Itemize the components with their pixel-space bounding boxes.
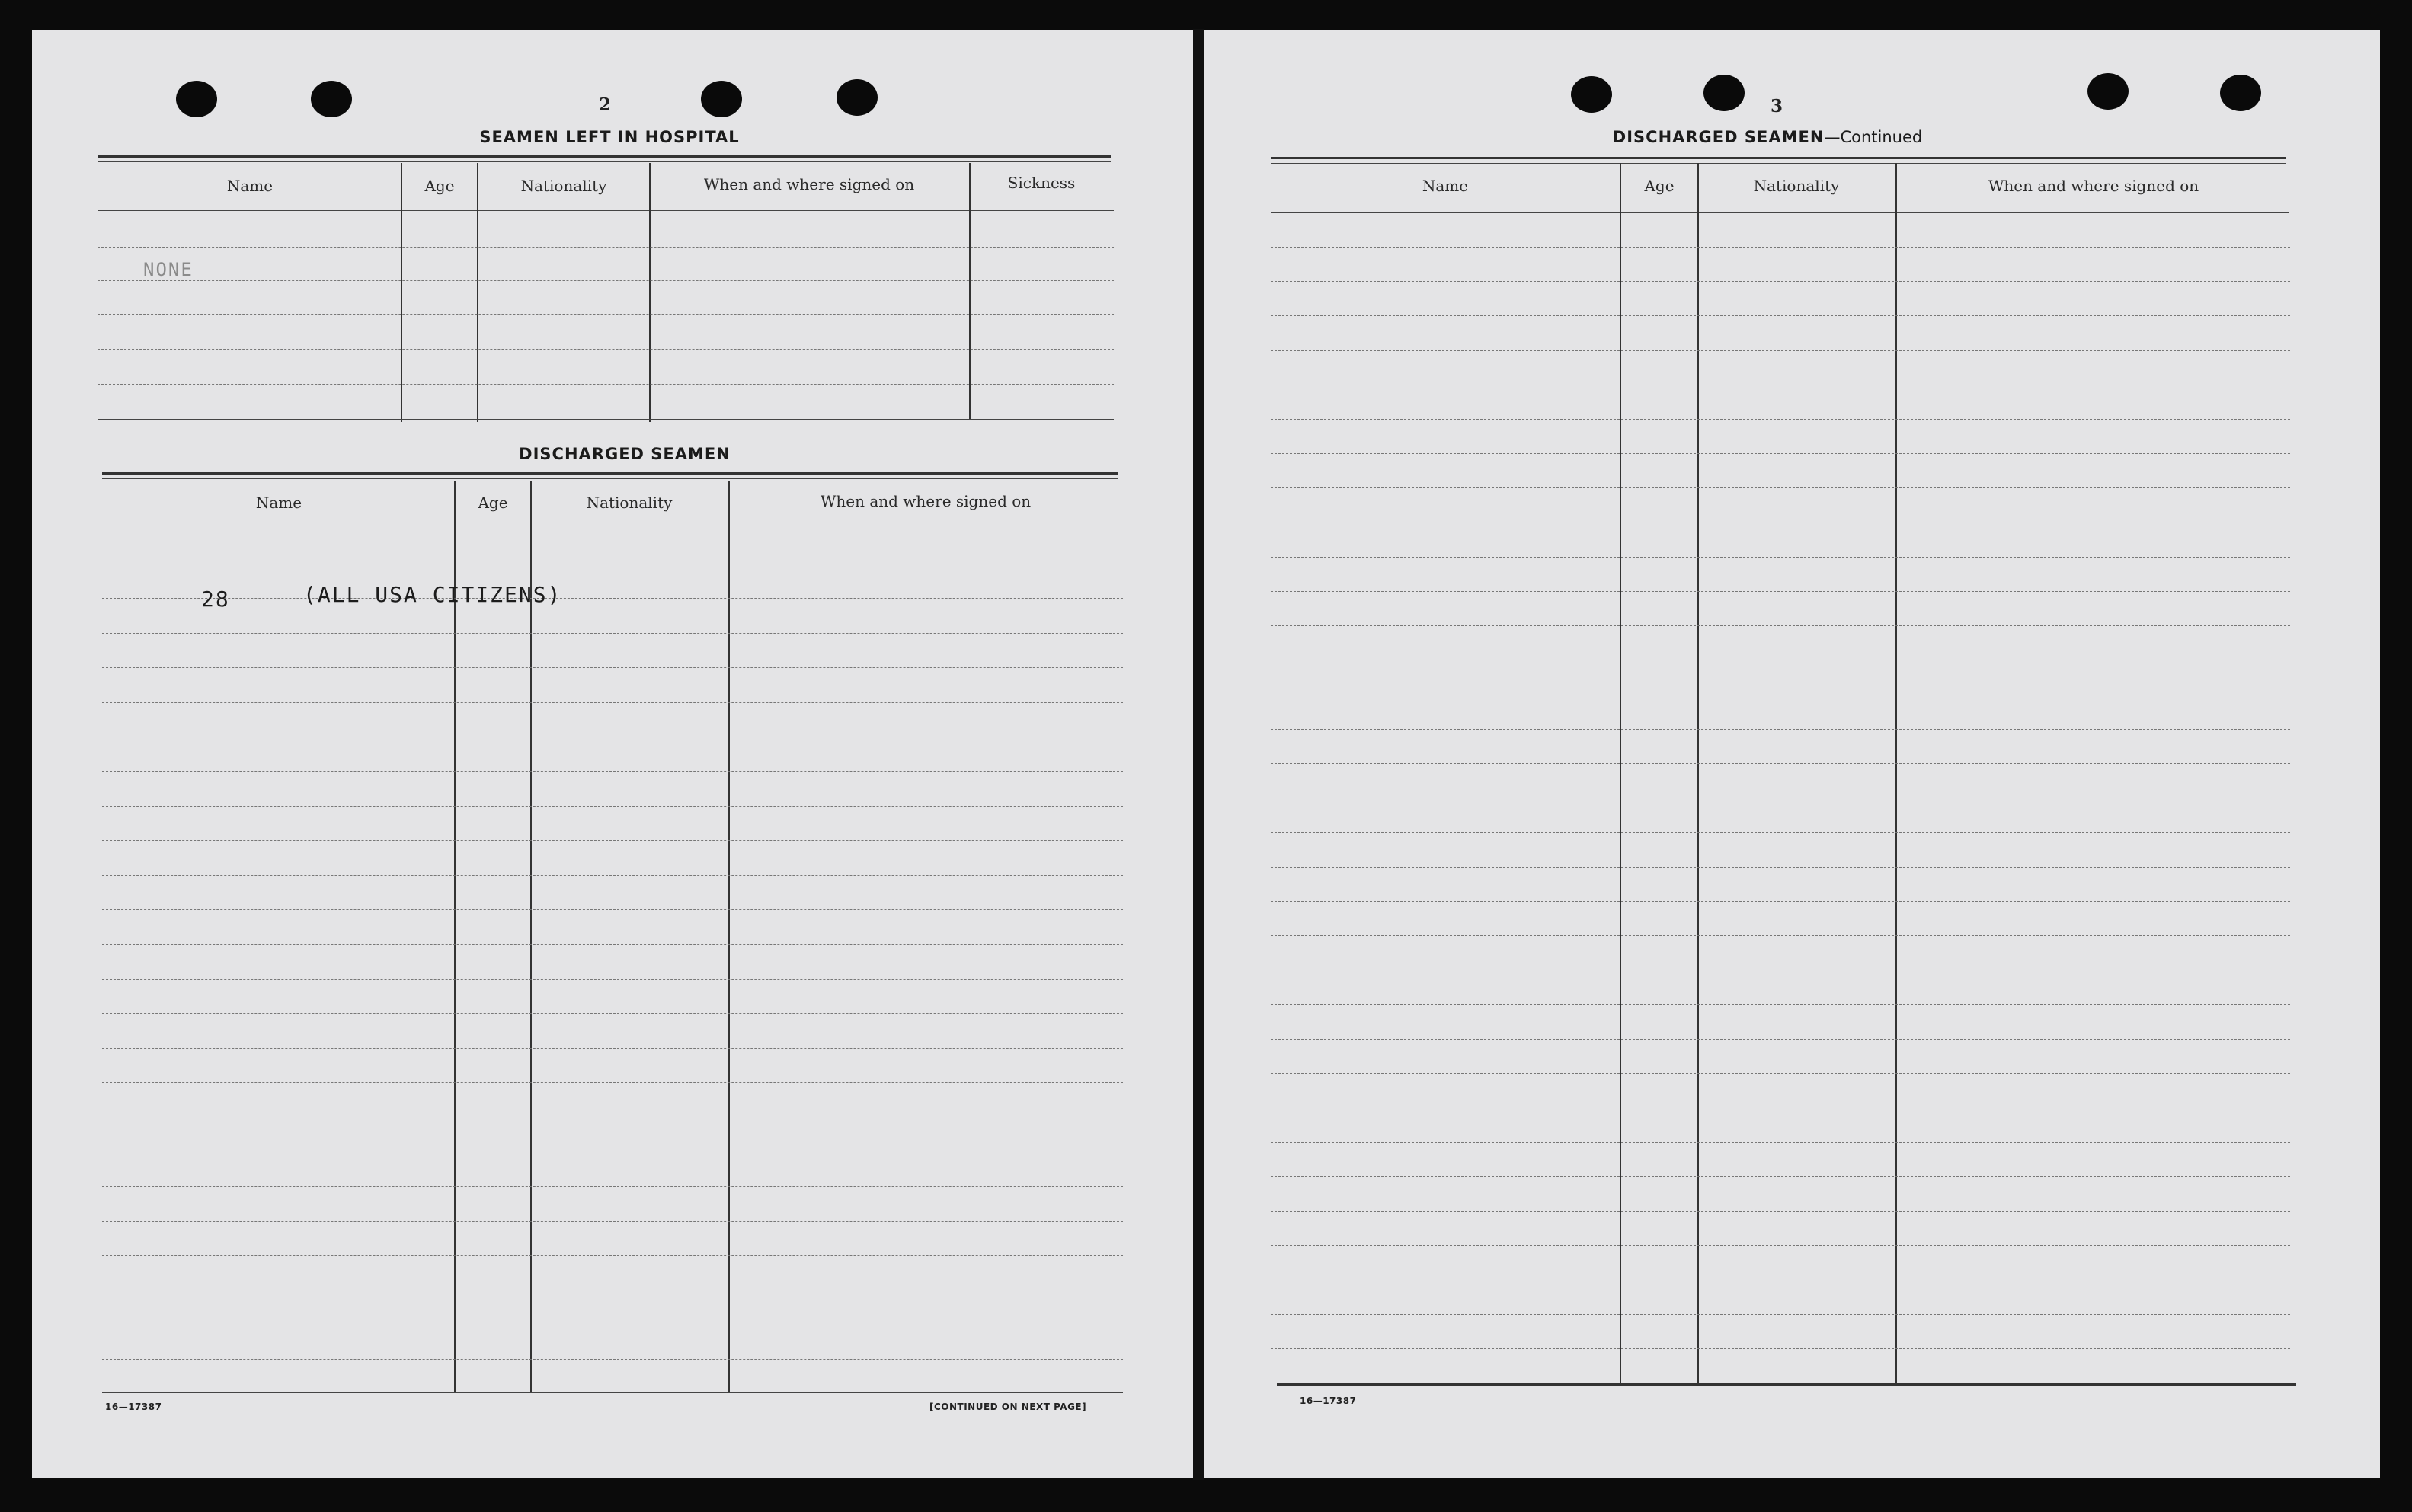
punch-hole <box>837 79 878 116</box>
continued-note: [CONTINUED ON NEXT PAGE] <box>929 1402 1087 1412</box>
col-age: Age <box>478 494 508 512</box>
ruled-line <box>1271 935 2290 936</box>
ruled-line <box>102 875 1123 876</box>
right-page <box>1199 30 2380 1478</box>
ruled-line <box>102 633 1123 634</box>
right-top-rule-2 <box>1271 163 2286 164</box>
discharged-top-rule-2 <box>102 478 1118 479</box>
discharged-continued-suffix: —Continued <box>1824 128 1923 146</box>
ruled-line <box>102 702 1123 703</box>
punch-hole <box>1703 75 1745 111</box>
left-page <box>32 30 1201 1478</box>
ruled-line <box>102 1359 1123 1360</box>
ruled-line <box>1271 1348 2290 1349</box>
form-number: 16—17387 <box>105 1402 162 1412</box>
hospital-row-line <box>98 280 1114 281</box>
col-when-where: When and where signed on <box>1988 177 2199 195</box>
right-bottom-rule <box>1277 1383 2296 1386</box>
ruled-line <box>102 1013 1123 1014</box>
ruled-line <box>1271 1142 2290 1143</box>
ruled-line <box>1271 1039 2290 1040</box>
ruled-line <box>1271 487 2290 488</box>
ruled-line <box>1271 419 2290 420</box>
col-when-where: When and where signed on <box>703 175 915 193</box>
discharged-count: 28 <box>201 587 230 612</box>
col-age: Age <box>1644 177 1675 195</box>
ruled-line <box>102 909 1123 910</box>
ruled-line <box>1271 247 2290 248</box>
page-number: 3 <box>1771 96 1783 117</box>
ruled-line <box>1271 729 2290 730</box>
ruled-line <box>102 598 1123 599</box>
col-nationality: Nationality <box>520 177 607 195</box>
right-col-divider <box>1697 163 1699 1385</box>
ruled-line <box>1271 350 2290 351</box>
hospital-row-line <box>98 384 1114 385</box>
ruled-line <box>1271 867 2290 868</box>
hospital-row-line <box>98 247 1114 248</box>
hospital-col-divider <box>969 163 971 419</box>
ruled-line <box>102 1255 1123 1256</box>
col-nationality: Nationality <box>586 494 673 512</box>
hospital-section-title: SEAMEN LEFT IN HOSPITAL <box>479 128 740 146</box>
punch-hole <box>701 81 742 117</box>
hospital-col-divider <box>401 163 402 422</box>
col-when-where: When and where signed on <box>820 492 1032 510</box>
ruled-line <box>102 1048 1123 1049</box>
col-name: Name <box>1422 177 1469 195</box>
ruled-line <box>1271 591 2290 592</box>
ruled-line <box>102 1186 1123 1187</box>
right-header-rule <box>1271 212 2289 213</box>
ruled-line <box>1271 832 2290 833</box>
ruled-line <box>102 1082 1123 1083</box>
punch-hole <box>2087 73 2129 110</box>
ruled-line <box>102 1221 1123 1222</box>
discharged-continued-title <box>1478 128 2057 146</box>
punch-hole <box>2220 75 2261 111</box>
right-col-divider <box>1895 163 1897 1385</box>
col-name: Name <box>226 177 274 195</box>
ruled-line <box>1271 1004 2290 1005</box>
discharged-section-title: DISCHARGED SEAMEN <box>519 445 731 463</box>
ruled-line <box>1271 1073 2290 1074</box>
hospital-bottom-rule <box>98 419 1114 420</box>
ruled-line <box>1271 1211 2290 1212</box>
right-top-rule <box>1271 157 2286 159</box>
hospital-top-rule-2 <box>98 161 1111 162</box>
hospital-top-rule <box>98 155 1111 158</box>
punch-hole <box>176 81 217 117</box>
ruled-line <box>1271 315 2290 316</box>
form-number: 16—17387 <box>1300 1395 1357 1406</box>
col-nationality: Nationality <box>1753 177 1840 195</box>
ruled-line <box>102 667 1123 668</box>
hospital-col-divider <box>649 163 651 422</box>
page-number: 2 <box>599 94 612 115</box>
ruled-line <box>1271 1176 2290 1177</box>
ruled-line <box>102 944 1123 945</box>
punch-hole <box>1571 76 1612 113</box>
punch-hole <box>311 81 352 117</box>
ruled-line <box>1271 763 2290 764</box>
col-age: Age <box>424 177 455 195</box>
ruled-line <box>102 806 1123 807</box>
ruled-line <box>102 840 1123 841</box>
hospital-entry: NONE <box>143 259 194 280</box>
page-fold <box>1193 29 1204 1480</box>
discharged-continued-title-main: DISCHARGED SEAMEN <box>1612 128 1825 146</box>
ruled-line <box>1271 281 2290 282</box>
ruled-line <box>102 771 1123 772</box>
ruled-line <box>1271 557 2290 558</box>
discharged-bottom-rule <box>102 1392 1123 1393</box>
discharged-note: (ALL USA CITIZENS) <box>303 582 562 607</box>
ruled-line <box>1271 453 2290 454</box>
discharged-top-rule <box>102 472 1118 475</box>
hospital-row-line <box>98 314 1114 315</box>
hospital-header-rule <box>98 210 1114 211</box>
col-name: Name <box>255 494 302 512</box>
ruled-line <box>102 979 1123 980</box>
ruled-line <box>1271 1314 2290 1315</box>
hospital-col-divider <box>477 163 478 422</box>
ruled-line <box>1271 1245 2290 1246</box>
col-sickness: Sickness <box>1007 174 1076 192</box>
ruled-line <box>1271 901 2290 902</box>
hospital-row-line <box>98 349 1114 350</box>
ruled-line <box>1271 625 2290 626</box>
right-col-divider <box>1620 163 1621 1385</box>
